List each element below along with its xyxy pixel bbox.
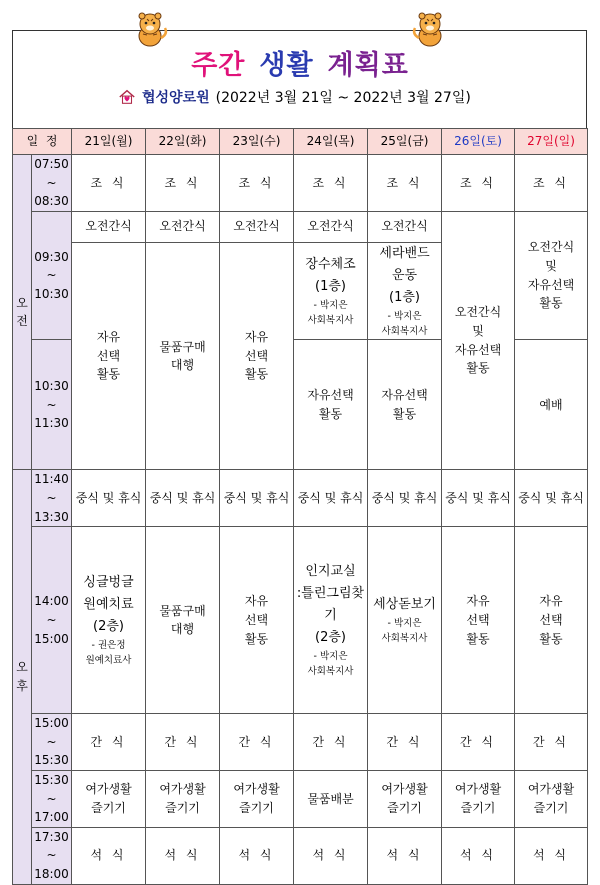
cell-sat-free-activity-pm: 자유 선택 활동 — [442, 527, 515, 714]
cell-dinner: 석 식 — [146, 827, 220, 884]
home-heart-icon — [118, 88, 136, 106]
time-slot: 09:30 ~ 10:30 — [32, 211, 72, 340]
header-day-sun: 27일(일) — [515, 129, 588, 155]
cell-fri-world-lens: 세상돋보기 - 박지은 사회복지사 — [368, 527, 442, 714]
title-word-3: 계획표 — [327, 49, 409, 81]
period-pm: 오 후 — [13, 470, 32, 884]
subtitle — [118, 87, 471, 107]
cell-morning-snack: 오전간식 — [146, 211, 220, 242]
cell-lunch: 중식 및 휴식 — [220, 470, 294, 527]
cell-sun-morning-a: 오전간식 및 자유선택 활동 — [515, 211, 588, 340]
time-slot: 11:40 ~ 13:30 — [32, 470, 72, 527]
time-slot: 10:30 ~ 11:30 — [32, 340, 72, 470]
cell-breakfast: 조 식 — [442, 155, 515, 212]
header-schedule-label: 일 정 — [13, 129, 72, 155]
cell-wed-free-activity: 자유 선택 활동 — [220, 242, 294, 470]
cell-sat-morning: 오전간식 및 자유선택 활동 — [442, 211, 515, 470]
cell-morning-snack: 오전간식 — [368, 211, 442, 242]
period-am: 오 전 — [13, 155, 32, 470]
cell-breakfast: 조 식 — [294, 155, 368, 212]
cell-tue-purchase-pm: 물품구매 대행 — [146, 527, 220, 714]
cell-snack: 간 식 — [72, 714, 146, 771]
cell-lunch: 중식 및 휴식 — [294, 470, 368, 527]
cell-mon-horticulture: 싱글벙글 원예치료 (2층) - 권은정 원예치료사 — [72, 527, 146, 714]
cell-leisure: 여가생활 즐기기 — [515, 771, 588, 828]
cell-breakfast: 조 식 — [146, 155, 220, 212]
cell-snack: 간 식 — [368, 714, 442, 771]
cell-snack: 간 식 — [515, 714, 588, 771]
cell-lunch: 중식 및 휴식 — [442, 470, 515, 527]
cell-thu-longevity-exercise: 장수체조 (1층) - 박지은 사회복지사 — [294, 242, 368, 340]
cell-leisure: 여가생활 즐기기 — [368, 771, 442, 828]
cell-thu-goods-distribution: 물품배분 — [294, 771, 368, 828]
time-slot: 14:00 ~ 15:00 — [32, 527, 72, 714]
cell-leisure: 여가생활 즐기기 — [220, 771, 294, 828]
page-title — [0, 42, 600, 82]
cell-dinner: 석 식 — [442, 827, 515, 884]
cell-fri-free-short: 자유선택 활동 — [368, 340, 442, 470]
cell-morning-snack: 오전간식 — [294, 211, 368, 242]
cell-mon-free-activity: 자유 선택 활동 — [72, 242, 146, 470]
cell-dinner: 석 식 — [72, 827, 146, 884]
org-name: 협성양로원 — [142, 90, 210, 106]
header-day-thu: 24일(목) — [294, 129, 368, 155]
cell-leisure: 여가생활 즐기기 — [146, 771, 220, 828]
cell-lunch: 중식 및 휴식 — [368, 470, 442, 527]
cell-dinner: 석 식 — [294, 827, 368, 884]
cell-morning-snack: 오전간식 — [72, 211, 146, 242]
time-slot: 15:00 ~ 15:30 — [32, 714, 72, 771]
header-day-fri: 25일(금) — [368, 129, 442, 155]
cell-wed-free-activity-pm: 자유 선택 활동 — [220, 527, 294, 714]
cell-dinner: 석 식 — [220, 827, 294, 884]
cell-breakfast: 조 식 — [220, 155, 294, 212]
cell-sun-worship: 예배 — [515, 340, 588, 470]
cell-tue-purchase: 물품구매 대행 — [146, 242, 220, 470]
cell-sun-free-activity-pm: 자유 선택 활동 — [515, 527, 588, 714]
cell-dinner: 석 식 — [515, 827, 588, 884]
weekly-schedule-table — [12, 128, 588, 885]
cell-snack: 간 식 — [220, 714, 294, 771]
cell-breakfast: 조 식 — [368, 155, 442, 212]
header-day-tue: 22일(화) — [146, 129, 220, 155]
cell-dinner: 석 식 — [368, 827, 442, 884]
header-day-sat: 26일(토) — [442, 129, 515, 155]
time-slot: 15:30 ~ 17:00 — [32, 771, 72, 828]
cell-thu-free-short: 자유선택 활동 — [294, 340, 368, 470]
cell-morning-snack: 오전간식 — [220, 211, 294, 242]
title-word-2: 생활 — [259, 49, 314, 81]
cell-snack: 간 식 — [294, 714, 368, 771]
cell-leisure: 여가생활 즐기기 — [442, 771, 515, 828]
date-range: (2022년 3월 21일 ~ 2022년 3월 27일) — [215, 90, 471, 106]
cell-fri-theraband: 세라밴드 운동 (1층) - 박지은 사회복지사 — [368, 242, 442, 340]
cell-leisure: 여가생활 즐기기 — [72, 771, 146, 828]
cell-breakfast: 조 식 — [515, 155, 588, 212]
time-slot: 07:50 ~ 08:30 — [32, 155, 72, 212]
cell-lunch: 중식 및 휴식 — [72, 470, 146, 527]
header-day-mon: 21일(월) — [72, 129, 146, 155]
cell-lunch: 중식 및 휴식 — [146, 470, 220, 527]
cell-breakfast: 조 식 — [72, 155, 146, 212]
cell-lunch: 중식 및 휴식 — [515, 470, 588, 527]
cell-snack: 간 식 — [442, 714, 515, 771]
title-word-1: 주간 — [191, 49, 246, 81]
header-day-wed: 23일(수) — [220, 129, 294, 155]
time-slot: 17:30 ~ 18:00 — [32, 827, 72, 884]
cell-snack: 간 식 — [146, 714, 220, 771]
cell-thu-cognitive-class: 인지교실 :틀린그림찾기 (2층) - 박지은 사회복지사 — [294, 527, 368, 714]
